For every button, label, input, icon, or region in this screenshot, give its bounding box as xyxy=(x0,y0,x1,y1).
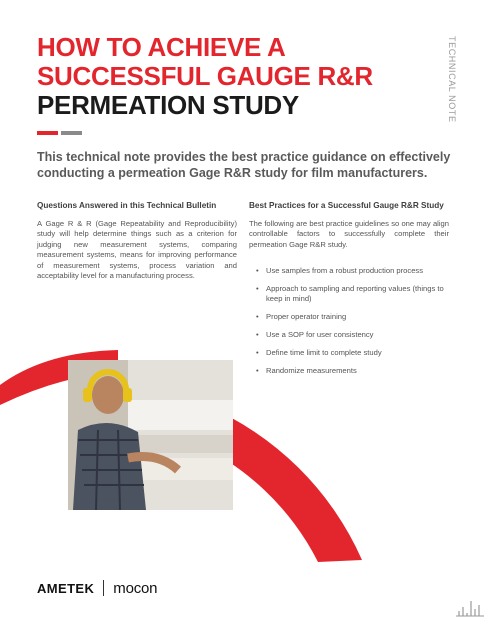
list-item: • Approach to sampling and reporting values (things to keep in mind) xyxy=(254,284,454,305)
best-practices-heading: Best Practices for a Successful Gauge R&R Study xyxy=(249,201,444,210)
worker-photo xyxy=(68,360,233,510)
best-practices-list xyxy=(254,266,454,384)
title-line-1: HOW TO ACHIEVE A xyxy=(37,32,286,62)
list-item: • Randomize measurements xyxy=(254,366,454,376)
logo-divider xyxy=(103,580,104,596)
questions-heading: Questions Answered in this Technical Bulletin xyxy=(37,201,217,210)
title-line-3: PERMEATION STUDY xyxy=(37,90,299,120)
mocon-logo: mocon xyxy=(113,579,158,597)
technical-note-label: TECHNICAL NOTE xyxy=(447,36,457,123)
accent-bar-red xyxy=(37,131,58,135)
list-item: • Use samples from a robust production process xyxy=(254,266,454,276)
brand-logo xyxy=(37,578,157,598)
intro-paragraph: This technical note provides the best practice guidance on effectively conducting a permeation Gage R&R study for film manufacturers. xyxy=(37,150,451,180)
ametek-logo: AMETEK xyxy=(37,580,95,596)
list-item: • Define time limit to complete study xyxy=(254,348,454,358)
corner-graph-icon xyxy=(455,597,485,617)
title-line-2: SUCCESSFUL GAUGE R&R xyxy=(37,61,373,91)
list-item: • Use a SOP for user consistency xyxy=(254,330,454,340)
questions-body: A Gage R & R (Gage Repeatability and Reproducibility) study will help determine things such as a criterion for judging new measurement systems, comparing measurement systems, means for improving performance of measurement systems, process variation and acceptability level for a manufacturing process. xyxy=(37,219,237,281)
best-practices-body: The following are best practice guidelines so one may align controllable factors to successfully complete their permeation Gage R&R study. xyxy=(249,219,449,249)
list-item: • Proper operator training xyxy=(254,312,454,322)
accent-bar-gray xyxy=(61,131,82,135)
